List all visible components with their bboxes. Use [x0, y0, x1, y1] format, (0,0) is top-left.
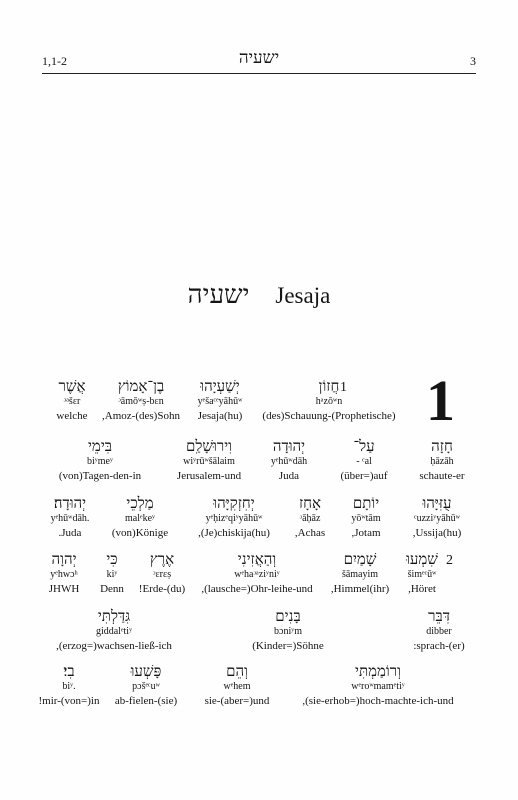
transliteration: hᵃzōʷn — [315, 396, 343, 407]
german-gloss: :sprach-(er) — [413, 640, 465, 652]
hebrew-word: בִּימֵי — [88, 439, 112, 455]
transliteration: šāmayim — [341, 569, 379, 580]
german-gloss: (von)Könige — [111, 527, 169, 539]
transliteration: giddalᵉtiʸ — [95, 626, 133, 637]
word-column — [330, 440, 398, 482]
transliteration: bɔniʸm — [274, 626, 302, 637]
german-gloss: (über=)auf — [340, 470, 388, 482]
german-gloss: !Erde-(du) — [138, 583, 186, 595]
german-gloss: ,(erzog=)wachsen-ließ-ich — [56, 640, 172, 652]
word-column — [284, 497, 336, 539]
hebrew-word: יְשַׁעְיָהוּ — [200, 379, 240, 395]
transliteration: pɔšᵉᶜuʷ — [132, 681, 160, 692]
hebrew-word: חָזָה — [431, 439, 453, 455]
german-gloss: sie-(aber=)und — [204, 695, 270, 707]
hebrew-word: יְחִזְקִיָּהוּ — [213, 496, 255, 512]
hebrew-word: דִּבֵּר — [428, 609, 450, 625]
chapter-number: 1 — [426, 368, 455, 433]
german-gloss: ab-fielen-(sie) — [114, 695, 178, 707]
word-column — [180, 380, 260, 422]
word-column — [166, 440, 252, 482]
running-title-hebrew: ישעיה — [238, 48, 280, 67]
word-column — [338, 497, 394, 539]
transliteration: wᵉhem — [223, 681, 251, 692]
transliteration: ᵓāḥāz — [299, 513, 321, 524]
transliteration: wᵉhaᵓᵃziʸniʸ — [234, 569, 280, 580]
german-gloss: welche — [56, 410, 88, 422]
book-title — [0, 280, 518, 310]
word-column — [190, 665, 284, 707]
word-column — [398, 553, 446, 595]
word-column — [98, 380, 184, 422]
verse-number: 1 — [340, 380, 347, 395]
german-gloss: Denn — [100, 583, 124, 595]
hebrew-word: בִי׃ — [63, 664, 75, 680]
word-column — [258, 440, 320, 482]
transliteration: ᵓɛrɛṣ — [152, 569, 172, 580]
transliteration: malᵉkeʸ — [125, 513, 155, 524]
running-header — [42, 48, 476, 72]
hebrew-word: יְהוָה — [51, 552, 77, 568]
hebrew-word: שָׁמַיִם — [343, 552, 377, 568]
book-title-hebrew: ישעיה — [187, 280, 250, 309]
german-gloss: ,Höret — [408, 583, 436, 595]
header-rule — [42, 73, 476, 74]
transliteration: šimᵉᶜūʷ — [407, 569, 437, 580]
german-gloss: schaute-er — [419, 470, 465, 482]
word-column — [398, 497, 476, 539]
german-gloss: ,Himmel(ihr) — [330, 583, 390, 595]
word-column — [238, 610, 338, 652]
hebrew-word: חֲזוֹן — [318, 379, 340, 395]
word-column — [92, 553, 132, 595]
transliteration: yᵉhwɔʰ — [50, 569, 78, 580]
word-column — [104, 665, 188, 707]
word-column — [408, 440, 476, 482]
word-column — [104, 497, 176, 539]
transliteration: ᶜuzziʸyāhūʷ — [414, 513, 460, 524]
hebrew-word: יְהוּדָה׃ — [53, 496, 87, 512]
word-column — [404, 610, 474, 652]
transliteration: biʸ. — [62, 681, 76, 692]
word-column — [134, 553, 190, 595]
hebrew-word: אֶרֶץ — [149, 552, 175, 568]
german-gloss: Juda — [278, 470, 300, 482]
transliteration: yᵉhūʷdāh — [270, 456, 308, 467]
word-column — [36, 610, 192, 652]
word-column — [186, 497, 282, 539]
hebrew-word: וִירוּשָׁלִַם — [186, 439, 232, 455]
word-column — [44, 440, 156, 482]
word-column — [258, 380, 400, 422]
german-gloss: ,(lausche=)Ohr-leihe-und — [201, 583, 313, 595]
transliteration: wiʸrūʷšālaim — [183, 456, 235, 467]
german-gloss: ,(sie-erhob=)hoch-machte-ich-und — [302, 695, 454, 707]
german-gloss: ,(Je)chiskija(hu) — [198, 527, 270, 539]
hebrew-word: פָּשְׁעוּ — [130, 664, 162, 680]
verse-number: 2 — [446, 553, 453, 568]
hebrew-word: וְהֵם — [226, 664, 248, 680]
hebrew-word: עֻזִּיָּהוּ — [422, 496, 452, 512]
word-column — [286, 665, 470, 707]
transliteration: biʸmeʸ — [87, 456, 113, 467]
hebrew-word: גִּדַּלְתִּי — [97, 609, 131, 625]
german-gloss: ,Jotam — [351, 527, 381, 539]
hebrew-word: מַלְכֵי — [126, 496, 154, 512]
hebrew-word: בָּנִים — [275, 609, 301, 625]
transliteration: kiʸ — [106, 569, 118, 580]
hebrew-word: וְהַאֲזִינִי — [237, 552, 277, 568]
german-gloss: (Kinder=)Söhne — [252, 640, 324, 652]
chapter-verse-reference: 1,1-2 — [42, 54, 67, 68]
hebrew-word: כִּי — [106, 552, 118, 568]
hebrew-word: עַל־ — [353, 439, 375, 455]
german-gloss: ,Amoz-(des)Sohn — [102, 410, 180, 422]
german-gloss: ,Ussija(hu) — [412, 527, 462, 539]
german-gloss: (von)Tagen-den-in — [58, 470, 142, 482]
german-gloss: !mir-(von=)in — [38, 695, 100, 707]
german-gloss: JHWH — [48, 583, 80, 595]
word-column — [326, 553, 394, 595]
word-column — [40, 553, 88, 595]
word-column — [44, 380, 100, 422]
transliteration: dibber — [426, 626, 452, 637]
german-gloss: ,Achas — [294, 527, 326, 539]
hebrew-word: אֲשֶׁר — [58, 379, 86, 395]
page-number: 3 — [470, 54, 476, 68]
transliteration: ᵓāmōʷṣ-bɛn — [118, 396, 164, 407]
transliteration: ḥāzāh — [430, 456, 454, 467]
word-column — [36, 665, 102, 707]
hebrew-word: יְהוּדָה — [272, 439, 306, 455]
book-title-latin: Jesaja — [275, 283, 331, 308]
hebrew-word: בֶן־אָמוֹץ — [117, 379, 165, 395]
german-gloss: (des)Schauung-(Prophetische) — [262, 410, 396, 422]
german-gloss: Jerusalem-und — [176, 470, 242, 482]
transliteration: yᵉhūʷdāh. — [50, 513, 90, 524]
german-gloss: .Juda — [58, 527, 82, 539]
transliteration: ᵓᵃšɛr — [63, 396, 81, 407]
hebrew-word: אָחָז — [298, 496, 322, 512]
hebrew-word: יוֹתָם — [352, 496, 380, 512]
transliteration: wᵉroʷmamᵉtiʸ — [351, 681, 405, 692]
transliteration: yᵉšaᶜᵉyāhūʷ — [197, 396, 243, 407]
transliteration: - ᶜal — [356, 456, 372, 467]
transliteration: yᵉḥizᵉqiʸyāhūʷ — [205, 513, 263, 524]
word-column — [192, 553, 322, 595]
german-gloss: Jesaja(hu) — [197, 410, 243, 422]
transliteration: yōʷtām — [351, 513, 381, 524]
word-column — [40, 497, 100, 539]
hebrew-word: שִׁמְעוּ — [406, 552, 438, 568]
hebrew-word: וְרוֹמַמְתִּי — [355, 664, 401, 680]
